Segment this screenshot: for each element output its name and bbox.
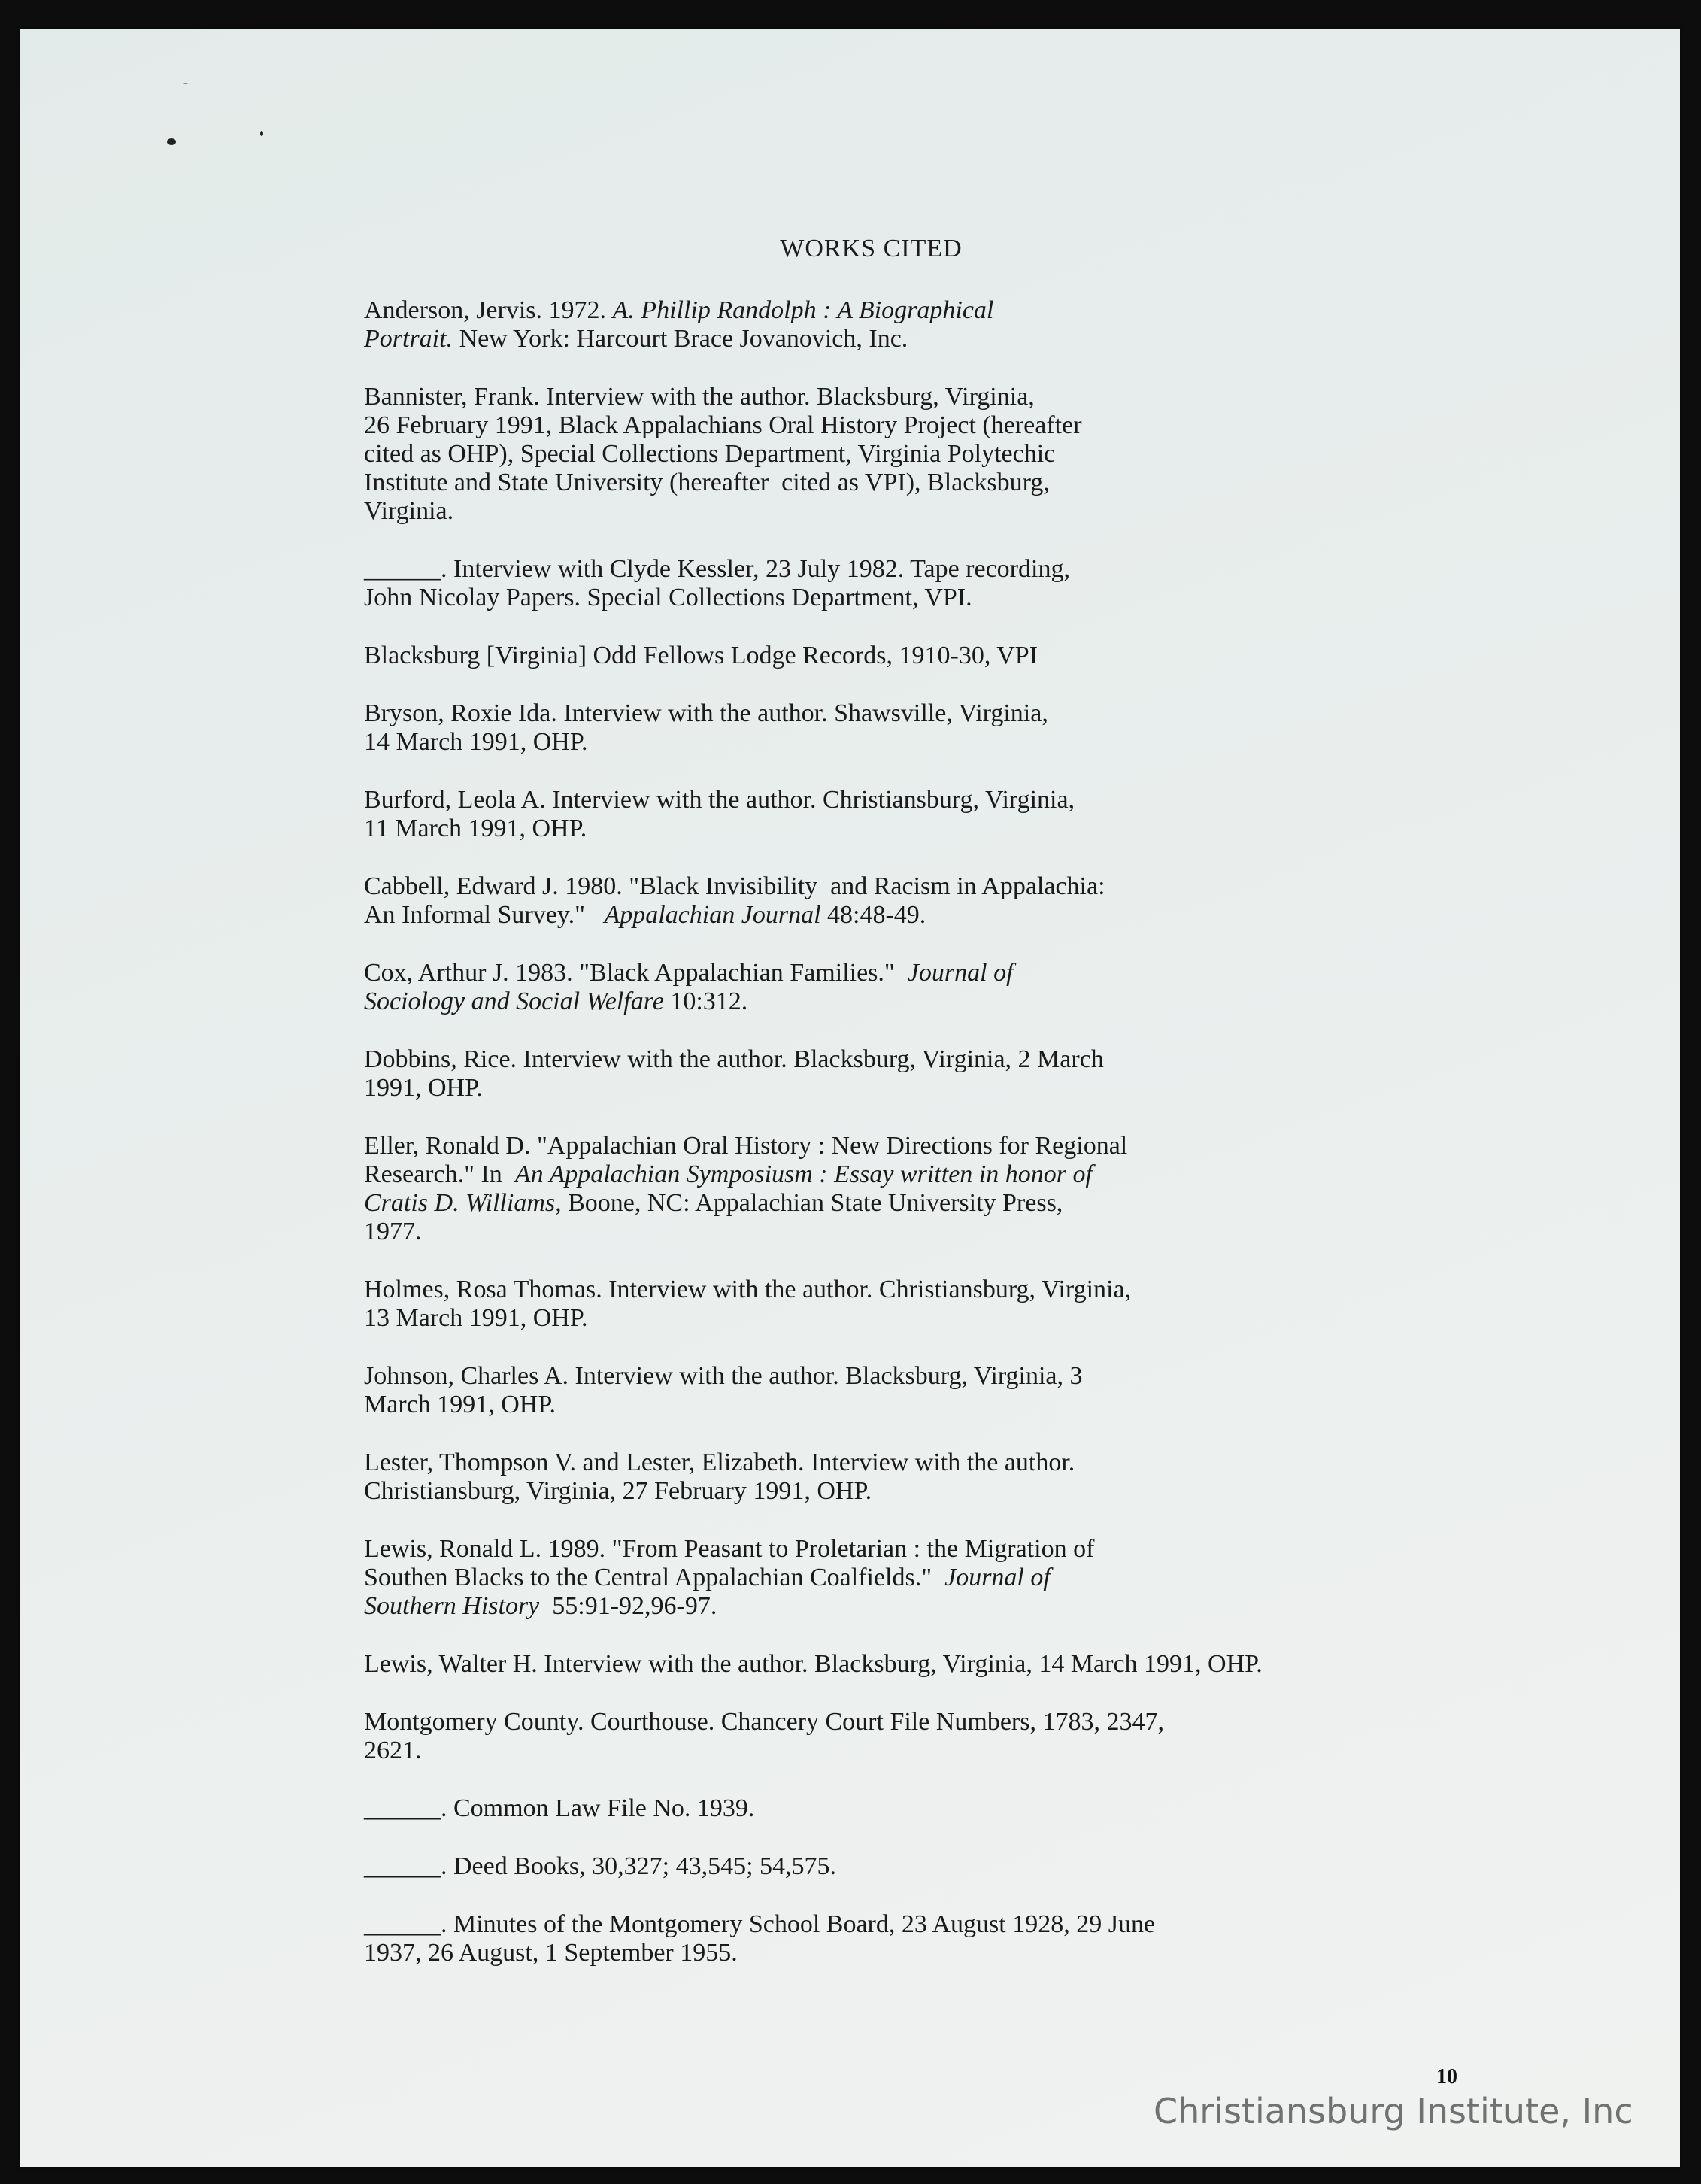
- citation-line: [364, 728, 1507, 757]
- citation-entry: [364, 1852, 1507, 1881]
- citation-text: Bannister, Frank. Interview with the author. Blacksburg, Virginia,: [364, 383, 1035, 411]
- citation-text: ______. Common Law File No. 1939.: [364, 1794, 755, 1822]
- citation-text: Eller, Ronald D. "Appalachian Oral History : New Directions for Regional: [364, 1132, 1128, 1160]
- citation-text: 14 March 1991, OHP.: [364, 728, 588, 756]
- citation-line: [364, 987, 1507, 1016]
- citation-text: 55:91-92,96-97.: [539, 1592, 717, 1620]
- citation-line: [364, 1304, 1507, 1333]
- citation-entry: [364, 1362, 1507, 1419]
- citation-text: Johnson, Charles A. Interview with the author. Blacksburg, Virginia, 3: [364, 1362, 1083, 1390]
- citation-line: [364, 1276, 1507, 1304]
- citation-entry: [364, 1132, 1507, 1246]
- citation-line: [364, 1448, 1507, 1477]
- citation-italic-text: Appalachian Journal: [604, 901, 821, 929]
- works-cited-list: [364, 296, 1507, 1997]
- citation-text: Research." In: [364, 1160, 515, 1188]
- citation-entry: [364, 699, 1507, 757]
- citation-text: 26 February 1991, Black Appalachians Oral History Project (hereafter: [364, 411, 1082, 439]
- citation-text: 13 March 1991, OHP.: [364, 1304, 588, 1332]
- citation-line: [364, 1535, 1507, 1564]
- citation-text: cited as OHP), Special Collections Department, Virginia Polytechic: [364, 440, 1056, 468]
- citation-entry: [364, 959, 1507, 1016]
- citation-entry: [364, 642, 1507, 670]
- citation-text: ______. Deed Books, 30,327; 43,545; 54,575.: [364, 1852, 837, 1880]
- paper-speck: [167, 138, 176, 145]
- citation-line: [364, 497, 1507, 526]
- citation-entry: [364, 872, 1507, 930]
- citation-entry: [364, 1650, 1507, 1679]
- citation-entry: [364, 555, 1507, 612]
- citation-text: 10:312.: [663, 987, 748, 1015]
- citation-text: 48:48-49.: [820, 901, 926, 929]
- citation-text: Southen Blacks to the Central Appalachian Coalfields.": [364, 1564, 945, 1591]
- citation-line: [364, 1218, 1507, 1246]
- citation-text: Burford, Leola A. Interview with the author. Christiansburg, Virginia,: [364, 786, 1075, 814]
- citation-line: [364, 296, 1507, 325]
- citation-entry: [364, 1794, 1507, 1823]
- paper-speck: [183, 83, 188, 84]
- citation-entry: [364, 1045, 1507, 1103]
- citation-text: Dobbins, Rice. Interview with the author. Blacksburg, Virginia, 2 March: [364, 1045, 1104, 1073]
- citation-text: Boone, NC: Appalachian State University Press,: [561, 1189, 1063, 1217]
- citation-line: [364, 440, 1507, 469]
- citation-entry: [364, 1910, 1507, 1967]
- citation-text: Christiansburg, Virginia, 27 February 1991, OHP.: [364, 1477, 872, 1505]
- citation-line: [364, 555, 1507, 584]
- citation-line: [364, 1737, 1507, 1765]
- citation-text: Lester, Thompson V. and Lester, Elizabeth. Interview with the author.: [364, 1448, 1075, 1476]
- citation-line: [364, 383, 1507, 411]
- citation-entry: [364, 786, 1507, 843]
- page-title: WORKS CITED: [780, 235, 963, 262]
- citation-text: Lewis, Walter H. Interview with the author. Blacksburg, Virginia, 14 March 1991, OHP.: [364, 1650, 1263, 1678]
- citation-line: [364, 1132, 1507, 1160]
- citation-text: ______. Minutes of the Montgomery School Board, 23 August 1928, 29 June: [364, 1910, 1156, 1938]
- citation-line: [364, 1708, 1507, 1737]
- citation-italic-text: Journal of: [907, 959, 1014, 987]
- citation-entry: [364, 1535, 1507, 1621]
- citation-text: Holmes, Rosa Thomas. Interview with the author. Christiansburg, Virginia,: [364, 1276, 1132, 1303]
- citation-text: Blacksburg [Virginia] Odd Fellows Lodge Records, 1910-30, VPI: [364, 642, 1038, 669]
- citation-line: [364, 584, 1507, 612]
- citation-italic-text: Journal of: [944, 1564, 1051, 1591]
- citation-line: [364, 642, 1507, 670]
- citation-text: John Nicolay Papers. Special Collections Department, VPI.: [364, 584, 972, 611]
- page-number: 10: [1436, 2065, 1457, 2088]
- citation-italic-text: A. Phillip Randolph : A Biographical: [612, 296, 994, 324]
- citation-line: [364, 699, 1507, 728]
- citation-text: 1991, OHP.: [364, 1074, 483, 1102]
- citation-italic-text: Cratis D. Williams,: [364, 1189, 562, 1217]
- citation-text: 11 March 1991, OHP.: [364, 814, 587, 842]
- citation-line: [364, 1362, 1507, 1391]
- citation-line: [364, 1939, 1507, 1967]
- citation-text: Institute and State University (hereafter cited as VPI), Blacksburg,: [364, 469, 1050, 496]
- citation-line: [364, 901, 1507, 930]
- citation-line: [364, 872, 1507, 901]
- citation-line: [364, 959, 1507, 987]
- citation-entry: [364, 1708, 1507, 1765]
- citation-entry: [364, 383, 1507, 526]
- citation-line: [364, 1045, 1507, 1074]
- citation-line: [364, 1189, 1507, 1218]
- citation-entry: [364, 296, 1507, 353]
- citation-text: Cox, Arthur J. 1983. "Black Appalachian Families.": [364, 959, 908, 987]
- citation-italic-text: Southern History: [364, 1592, 540, 1620]
- citation-text: Virginia.: [364, 497, 454, 525]
- citation-line: [364, 1477, 1507, 1506]
- citation-line: [364, 1160, 1507, 1189]
- citation-line: [364, 1074, 1507, 1103]
- citation-line: [364, 1650, 1507, 1679]
- citation-line: [364, 1564, 1507, 1592]
- citation-line: [364, 411, 1507, 440]
- citation-line: [364, 325, 1507, 353]
- citation-text: New York: Harcourt Brace Jovanovich, Inc.: [453, 325, 908, 353]
- citation-text: An Informal Survey.": [364, 901, 605, 929]
- citation-line: [364, 1592, 1507, 1621]
- citation-text: ______. Interview with Clyde Kessler, 23 July 1982. Tape recording,: [364, 555, 1070, 583]
- citation-line: [364, 814, 1507, 843]
- citation-line: [364, 1910, 1507, 1939]
- citation-text: 2621.: [364, 1737, 422, 1764]
- watermark: Christiansburg Institute, Inc: [1154, 2091, 1633, 2131]
- citation-line: [364, 1794, 1507, 1823]
- citation-line: [364, 469, 1507, 497]
- citation-line: [364, 1852, 1507, 1881]
- citation-line: [364, 1391, 1507, 1419]
- citation-text: Bryson, Roxie Ida. Interview with the author. Shawsville, Virginia,: [364, 699, 1048, 727]
- citation-italic-text: An Appalachian Symposiusm : Essay written in honor of: [514, 1160, 1093, 1188]
- citation-text: March 1991, OHP.: [364, 1391, 556, 1418]
- citation-entry: [364, 1448, 1507, 1506]
- paper-speck: [260, 131, 263, 136]
- citation-text: Lewis, Ronald L. 1989. "From Peasant to Proletarian : the Migration of: [364, 1535, 1095, 1563]
- citation-text: 1937, 26 August, 1 September 1955.: [364, 1939, 738, 1967]
- citation-text: Montgomery County. Courthouse. Chancery Court File Numbers, 1783, 2347,: [364, 1708, 1164, 1736]
- citation-line: [364, 786, 1507, 814]
- document-page: [20, 29, 1680, 2167]
- citation-entry: [364, 1276, 1507, 1333]
- citation-text: 1977.: [364, 1218, 422, 1245]
- citation-italic-text: Sociology and Social Welfare: [364, 987, 664, 1015]
- citation-text: Anderson, Jervis. 1972.: [364, 296, 613, 324]
- citation-text: Cabbell, Edward J. 1980. "Black Invisibility and Racism in Appalachia:: [364, 872, 1105, 900]
- citation-italic-text: Portrait.: [364, 325, 453, 353]
